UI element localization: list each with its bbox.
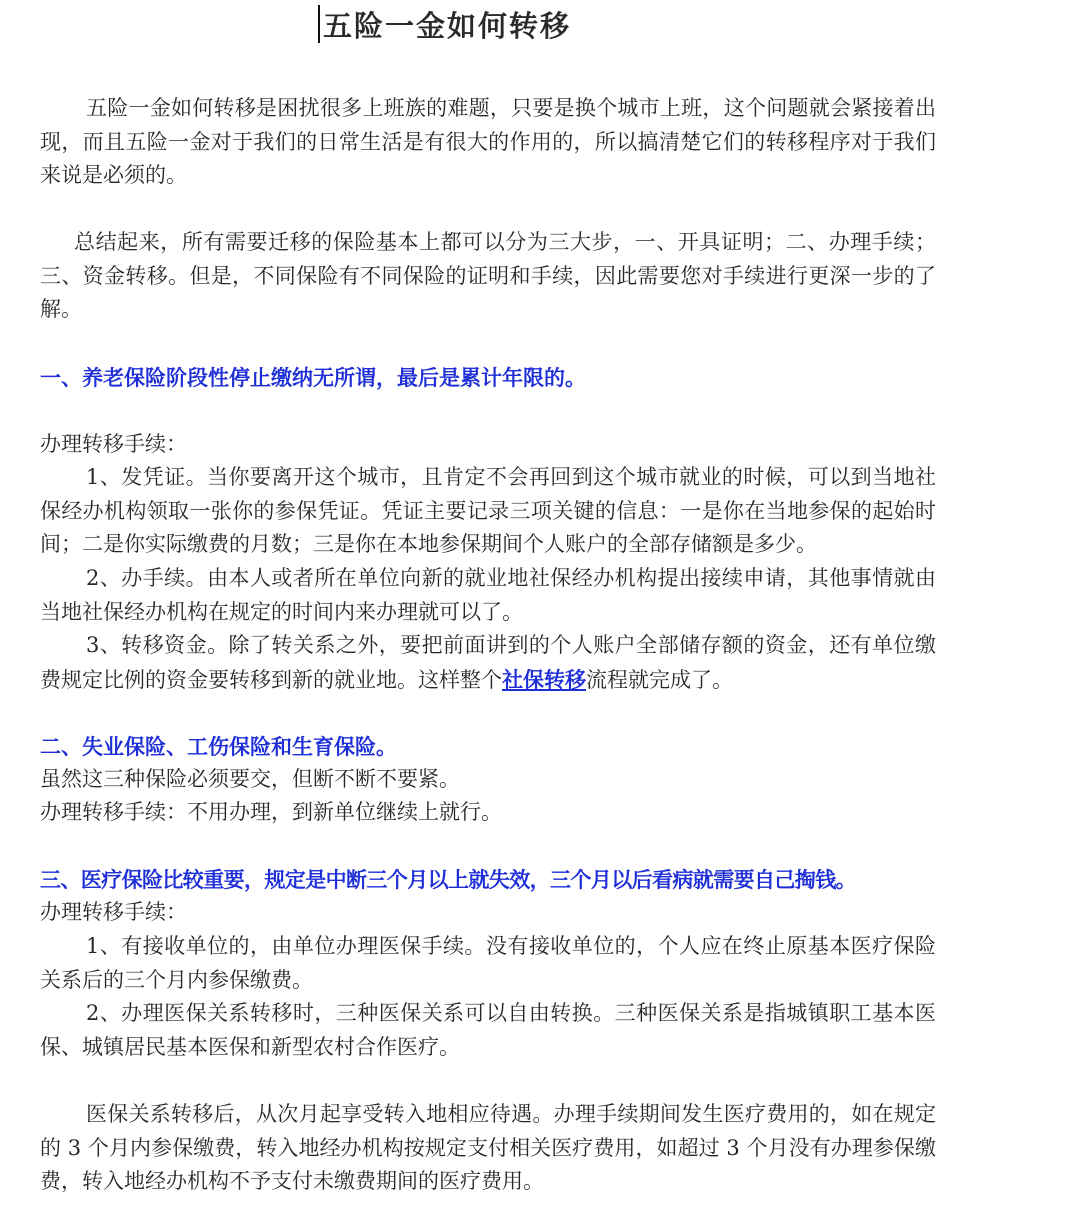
section-1-heading: 一、养老保险阶段性停止缴纳无所谓，最后是累计年限的。: [40, 365, 586, 390]
section-3-heading: 三、医疗保险比较重要，规定是中断三个月以上就失效，三个月以后看病就需要自己掏钱。: [40, 867, 856, 892]
section-1-step-3: [40, 629, 936, 697]
text-cursor: [318, 5, 320, 43]
section-1-step-2: 2、办手续。由本人或者所在单位向新的就业地社保经办机构提出接续申请，其他事情就由当地社保经办机构在规定的时间内来办理就可以了。: [40, 566, 936, 624]
section-3-step-1: 1、有接收单位的，由单位办理医保手续。没有接收单位的，个人应在终止原基本医疗保险关系后的三个月内参保缴费。: [40, 934, 936, 992]
section-3-label: 办理转移手续：: [40, 900, 187, 924]
section-2-line-1: 虽然这三种保险必须要交，但断不断不要紧。: [40, 767, 460, 791]
document-title-area: [318, 4, 571, 44]
section-3-step-2: 2、办理医保关系转移时，三种医保关系可以自由转换。三种医保关系是指城镇职工基本医保、城镇居民基本医保和新型农村合作医疗。: [40, 1001, 936, 1059]
section-3-note: 医保关系转移后，从次月起享受转入地相应待遇。办理手续期间发生医疗费用的，如在规定的 3 个月内参保缴费，转入地经办机构按规定支付相关医疗费用，如超过 3 个月没有办理参保缴费，转入地经办机构不予支付未缴费期间的医疗费用。: [40, 1102, 936, 1193]
section-1-label: 办理转移手续：: [40, 432, 187, 456]
section-2-line-2: 办理转移手续：不用办理，到新单位继续上就行。: [40, 800, 502, 824]
section-1-step-3-text-b: 流程就完成了。: [586, 667, 733, 692]
social-security-transfer-link[interactable]: 社保转移: [502, 666, 586, 692]
section-1-step-1: 1、发凭证。当你要离开这个城市，且肯定不会再回到这个城市就业的时候，可以到当地社保经办机构领取一张你的参保凭证。凭证主要记录三项关键的信息：一是你在当地参保的起始时间；二是你实际缴费的月数；三是你在本地参保期间个人账户的全部存储额是多少。: [40, 465, 936, 556]
section-1-step-3-text-a: 3、转移资金。除了转关系之外，要把前面讲到的个人账户全部储存额的资金，还有单位缴费规定比例的资金要转移到新的就业地。这样整个: [40, 633, 936, 692]
section-2-heading: 二、失业保险、工伤保险和生育保险。: [40, 734, 397, 759]
intro-paragraph-1: 五险一金如何转移是困扰很多上班族的难题，只要是换个城市上班，这个问题就会紧接着出现，而且五险一金对于我们的日常生活是有很大的作用的，所以搞清楚它们的转移程序对于我们来说是必须的。: [40, 96, 936, 187]
intro-paragraph-2: 总结起来，所有需要迁移的保险基本上都可以分为三大步，一、开具证明；二、办理手续；三、资金转移。但是，不同保险有不同保险的证明和手续，因此需要您对手续进行更深一步的了解。: [40, 230, 936, 321]
page-title: 五险一金如何转移: [323, 8, 572, 43]
